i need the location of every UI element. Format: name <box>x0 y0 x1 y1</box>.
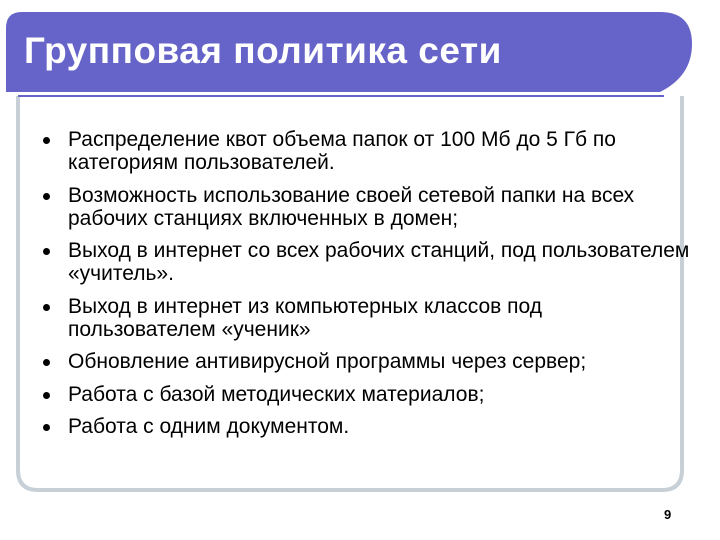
list-item-text: Работа с одним документом. <box>68 415 350 438</box>
list-item <box>40 184 690 230</box>
bullet-dot-icon <box>43 392 50 399</box>
bullet-dot-icon <box>43 193 50 200</box>
bullet-dot-icon <box>43 304 50 311</box>
list-item <box>40 239 690 285</box>
list-item-text: Выход в интернет из компьютерных классов под пользователем «ученик» <box>68 294 542 341</box>
list-item <box>40 350 690 373</box>
list-item <box>40 128 690 174</box>
list-item <box>40 295 690 341</box>
bullet-list <box>40 128 690 448</box>
bullet-dot-icon <box>43 424 50 431</box>
slide-title: Групповая политика сети <box>24 30 502 71</box>
list-item-text: Обновление антивирусной программы через сервер; <box>68 350 587 373</box>
list-item <box>40 383 690 406</box>
list-item-text: Выход в интернет со всех рабочих станций, под пользователем «учитель». <box>68 239 690 285</box>
bullet-dot-icon <box>43 359 50 366</box>
list-item <box>40 415 690 438</box>
page-number: 9 <box>664 507 672 522</box>
bullet-dot-icon <box>43 248 50 255</box>
list-item-text: Возможность использование своей сетевой папки на всех рабочих станциях включенных в домен; <box>68 183 635 230</box>
bullet-dot-icon <box>43 137 50 144</box>
list-item-text: Работа с базой методических материалов; <box>68 382 485 406</box>
list-item-text: Распределение квот объема папок от 100 Мб до 5 Гб по категориям пользователей. <box>68 128 616 174</box>
